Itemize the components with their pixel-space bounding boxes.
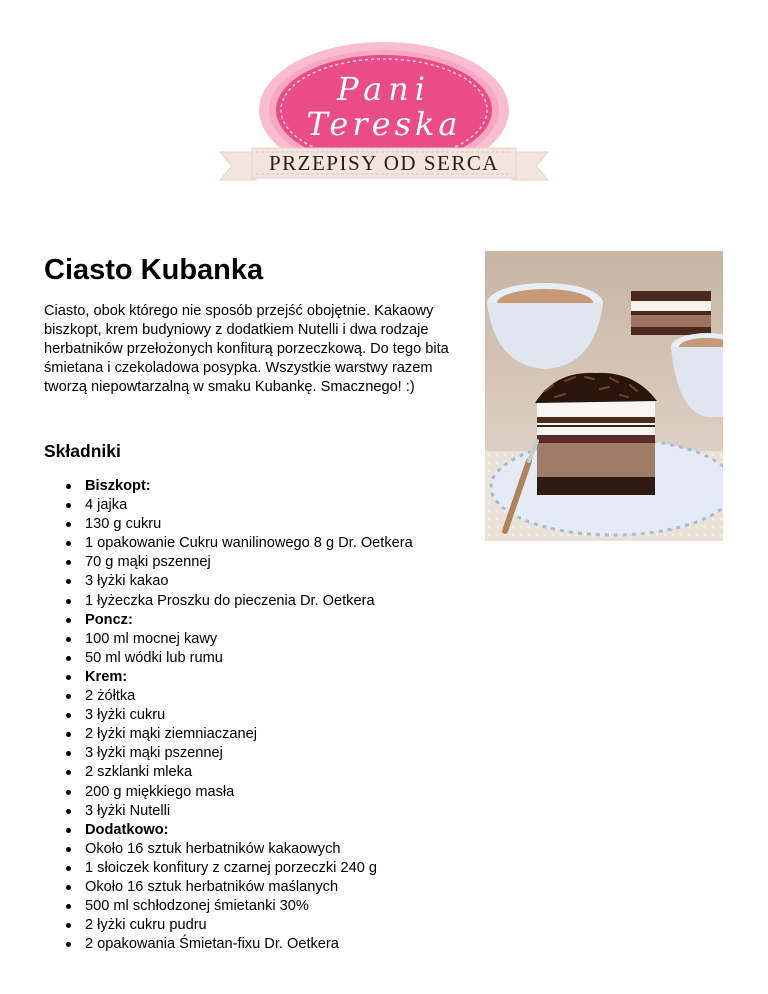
ingredient-group-heading: Biszkopt: (66, 477, 413, 496)
ingredient-item: 2 opakowania Śmietan-fixu Dr. Oetkera (66, 935, 413, 954)
ingredient-item: 3 łyżki mąki pszennej (66, 744, 413, 763)
ingredient-group-heading: Krem: (66, 668, 413, 687)
ingredient-item: 2 łyżki mąki ziemniaczanej (66, 725, 413, 744)
recipe-title: Ciasto Kubanka (44, 254, 264, 286)
cake-photo (485, 251, 723, 541)
ingredients-heading: Składniki (44, 441, 121, 461)
site-logo[interactable] (214, 40, 554, 210)
ingredient-item: Około 16 sztuk herbatników kakaowych (66, 840, 413, 859)
ingredient-item: 200 g miękkiego masła (66, 783, 413, 802)
ingredient-group-heading: Dodatkowo: (66, 821, 413, 840)
logo-name-line2: Tereska (306, 105, 462, 143)
ingredient-item: 2 szklanki mleka (66, 763, 413, 782)
ingredient-group-heading: Poncz: (66, 611, 413, 630)
ingredient-item: 2 żółtka (66, 687, 413, 706)
ingredients-list (66, 477, 413, 954)
ingredient-item: Około 16 sztuk herbatników maślanych (66, 878, 413, 897)
ingredient-item: 50 ml wódki lub rumu (66, 649, 413, 668)
ingredient-item: 500 ml schłodzonej śmietanki 30% (66, 897, 413, 916)
ingredient-item: 70 g mąki pszennej (66, 553, 413, 572)
ingredient-item: 3 łyżki Nutelli (66, 802, 413, 821)
ingredient-item: 2 łyżki cukru pudru (66, 916, 413, 935)
ingredient-item: 3 łyżki kakao (66, 572, 413, 591)
ingredient-item: 100 ml mocnej kawy (66, 630, 413, 649)
ingredient-item: 1 łyżeczka Proszku do pieczenia Dr. Oetkera (66, 592, 413, 611)
logo-tagline: PRZEPISY OD SERCA (268, 151, 500, 175)
ingredient-item: 130 g cukru (66, 515, 413, 534)
ingredient-item: 1 słoiczek konfitury z czarnej porzeczki 240 g (66, 859, 413, 878)
ingredient-item: 1 opakowanie Cukru wanilinowego 8 g Dr. Oetkera (66, 534, 413, 553)
logo-name-line1: Pani (336, 70, 432, 108)
recipe-intro: Ciasto, obok którego nie sposób przejść obojętnie. Kakaowy biszkopt, krem budyniowy z dodatkiem Nutelli i dwa rodzaje herbatników przełożonych konfiturą porzeczkową. Do tego bita śmietana i czekoladowa posypka. Wszystkie warstwy razem tworzą niepowtarzalną w smaku Kubankę. Smacznego! :) (44, 303, 449, 395)
ingredient-item: 4 jajka (66, 496, 413, 515)
ingredient-item: 3 łyżki cukru (66, 706, 413, 725)
